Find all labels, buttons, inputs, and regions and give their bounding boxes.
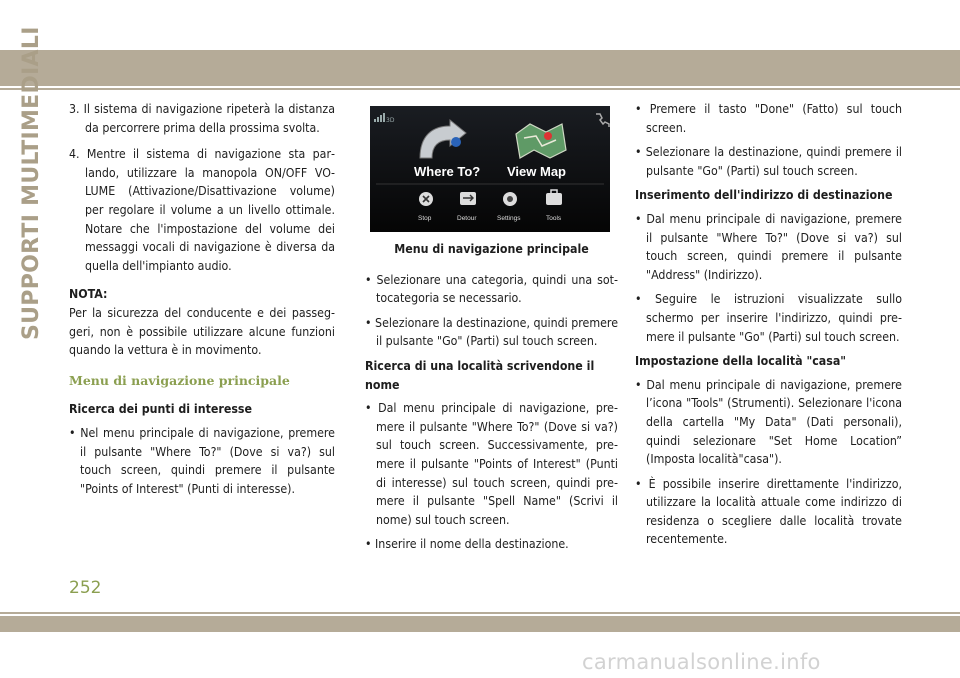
home-address-bullet: • È possibile inserire direttamente l'indirizzo, utilizzare la località attuale come indirizzo di residenza o scegliere dalle località trovate recentemente.	[635, 476, 902, 547]
stop-label: Stop	[418, 215, 432, 222]
step-4: 4. Mentre il sistema di navigazione sta parlando, utilizzare la manopola ON/OFF VOLUME (Attivazione/Disattivazione volume) per regolare il volume a un livello ottimale. Notare che l'impostazione del volume dei messaggi vocali di navigazione è diversa da quella dell'impianto audio.	[69, 147, 335, 273]
nav-screen-image	[370, 106, 610, 232]
spell-name-bullet: • Dal menu principale di navigazione, premere il pulsante "Where To?" (Dove si va?) sul touch screen. Successivamente, premere il pulsante "Points of Interest" (Punti di interesse) sul touch screen, quindi premere il pulsante "Spell Name" (Scrivi il nome) sul touch screen.	[365, 401, 618, 527]
poi-heading: Ricerca dei punti di interesse	[69, 402, 253, 417]
poi-bullet: • Nel menu principale di navigazione, premere il pulsante "Where To?" (Dove si va?) sul touch screen, quindi premere il pulsante "Points of Interest" (Punti di interesse).	[69, 425, 335, 496]
address-heading: Inserimento dell'indirizzo di destinazione	[635, 188, 893, 203]
figure-caption: Menu di navigazione principale	[394, 242, 589, 256]
page-number: 252	[69, 578, 102, 598]
note-label: NOTA:	[69, 287, 108, 302]
column-middle	[365, 100, 618, 560]
step-3: 3. Il sistema di navigazione ripeterà la distanza da percorrere prima della prossima svolta.	[69, 102, 335, 135]
instructions-bullet: • Seguire le istruzioni visualizzate sullo schermo per inserire l'indirizzo, quindi premere il pulsante "Go" (Parti) sul touch screen.	[635, 292, 902, 344]
address-bullet: • Dal menu principale di navigazione, premere il pulsante "Where To?" (Dove si va?) sul touch screen, quindi premere il pulsante "Address" (Indirizzo).	[635, 211, 902, 282]
column-right	[635, 100, 902, 555]
footer-band	[0, 616, 960, 632]
enter-name-bullet: • Inserire il nome della destinazione.	[365, 537, 569, 552]
column-left	[69, 100, 335, 504]
where-to-button[interactable]: Where To?	[414, 164, 481, 179]
view-map-button[interactable]: View Map	[507, 164, 567, 179]
destination-bullet: • Selezionare la destinazione, quindi premere il pulsante "Go" (Parti) sul touch screen.	[365, 315, 618, 349]
side-section-title	[17, 26, 44, 340]
view-map-icon	[516, 124, 566, 158]
done-bullet: • Premere il tasto "Done" (Fatto) sul touch screen.	[635, 102, 902, 135]
section-title: Menu di navigazione principale	[69, 372, 290, 388]
note-text: Per la sicurezza del conducente e dei passeggeri, non è possibile utilizzare alcune funzioni quando la vettura è in movimento.	[69, 305, 335, 358]
spell-name-heading: Ricerca di una località scrivendone il nome	[365, 358, 595, 392]
settings-icon[interactable]	[503, 192, 517, 206]
home-heading: Impostazione della località "casa"	[635, 354, 847, 369]
watermark: carmanualsonline.info	[582, 650, 821, 674]
detour-icon[interactable]	[460, 192, 476, 205]
settings-label: Settings	[497, 215, 521, 222]
header-band	[0, 50, 960, 86]
detour-label: Detour	[457, 215, 477, 222]
go-bullet: • Selezionare la destinazione, quindi premere il pulsante "Go" (Parti) sul touch screen.	[635, 145, 902, 178]
footer-rule	[0, 612, 960, 614]
side-title-text: SUPPORTI MULTIMEDIALI	[19, 26, 44, 340]
category-bullet: • Selezionare una categoria, quindi una sottocategoria se necessario.	[365, 272, 618, 306]
tools-bullet: • Dal menu principale di navigazione, premere l’icona "Tools" (Strumenti). Selezionare l'icona della cartella "My Data" (Dati personali), quindi selezionare "Set Home Location” (Imposta località"casa").	[635, 377, 902, 467]
stop-icon[interactable]	[419, 192, 433, 206]
svg-text:3D: 3D	[386, 117, 395, 124]
header-rule	[0, 88, 960, 90]
tools-label: Tools	[546, 215, 562, 222]
